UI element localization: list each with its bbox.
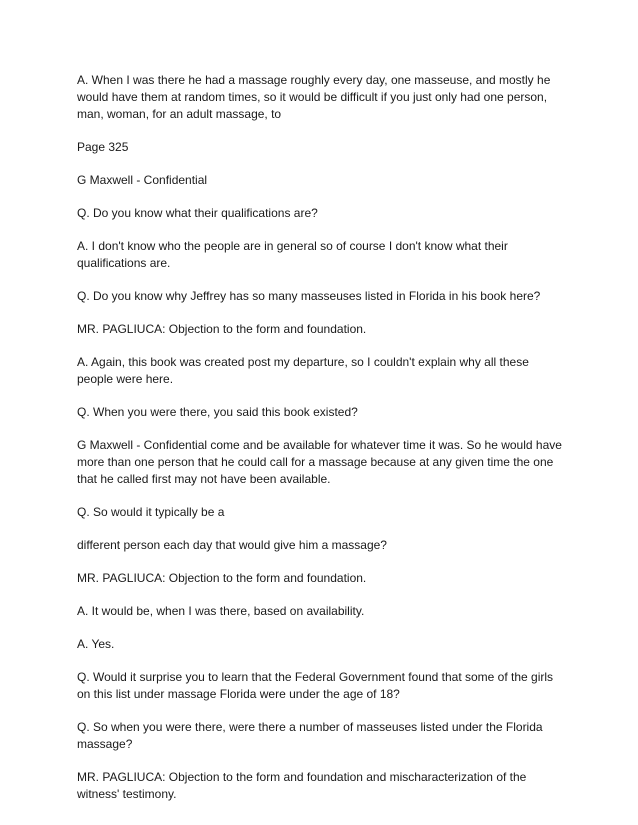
transcript-body (77, 72, 567, 819)
transcript-paragraph: MR. PAGLIUCA: Objection to the form and foundation. (77, 571, 367, 585)
transcript-paragraph: A. I don't know who the people are in general so of course I don't know what their qualifications are. (77, 239, 508, 270)
page-number-label: Page 325 (77, 140, 129, 154)
transcript-paragraph: Q. When you were there, you said this book existed? (77, 405, 358, 419)
transcript-paragraph: MR. PAGLIUCA: Objection to the form and foundation. (77, 322, 367, 336)
transcript-paragraph: A. Yes. (77, 637, 115, 651)
transcript-paragraph: A. Again, this book was created post my departure, so I couldn't explain why all these people were here. (77, 355, 529, 386)
transcript-paragraph: Q. So when you were there, were there a number of masseuses listed under the Florida massage? (77, 720, 543, 751)
transcript-paragraph: Q. Do you know why Jeffrey has so many masseuses listed in Florida in his book here? (77, 289, 541, 303)
transcript-paragraph: Q. Would it surprise you to learn that the Federal Government found that some of the girls on this list under massage Florida were under the age of 18? (77, 670, 554, 701)
confidential-label: G Maxwell - Confidential (77, 173, 208, 187)
transcript-paragraph: MR. PAGLIUCA: Objection to the form and foundation and mischaracterization of the witness' testimony. (77, 770, 527, 801)
transcript-paragraph: different person each day that would give him a massage? (77, 538, 387, 552)
transcript-paragraph: A. When I was there he had a massage roughly every day, one masseuse, and mostly he would have them at random times, so it would be difficult if you just only had one person, man, woman, for an adult massage, to (77, 73, 551, 121)
transcript-paragraph: Q. Do you know what their qualifications are? (77, 206, 318, 220)
transcript-paragraph: Q. So would it typically be a (77, 505, 225, 519)
transcript-paragraph: G Maxwell - Confidential come and be available for whatever time it was. So he would have more than one person that he could call for a massage because at any given time the one that he called first may not have been available. (77, 438, 562, 486)
transcript-paragraph: A. It would be, when I was there, based on availability. (77, 604, 365, 618)
